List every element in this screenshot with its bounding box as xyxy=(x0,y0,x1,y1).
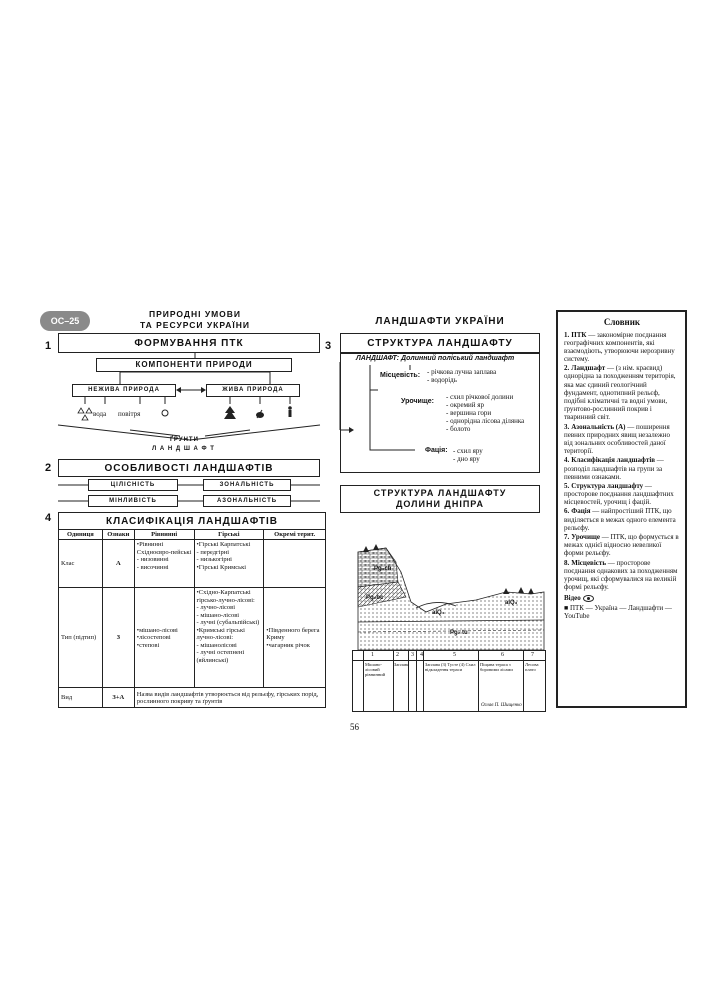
dnipro-title-2: ДОЛИНИ ДНІПРА xyxy=(395,499,485,509)
list-item: - височинні xyxy=(137,564,192,571)
components-label: КОМПОНЕНТИ ПРИРОДИ xyxy=(135,360,253,370)
entry-text: — просторове поєднання ландшафтних місцевостей, урочищ і фацій. xyxy=(564,481,674,507)
table-cell xyxy=(194,588,264,688)
list-item: • Гірські Кримські xyxy=(197,564,262,571)
list-item: • Південного берега Криму xyxy=(266,627,323,642)
entry-text: — ПТК, що формується в межах однієї відносно невеликої форми рельєфу. xyxy=(564,533,679,558)
header-title-1: ПРИРОДНІ УМОВИ xyxy=(148,309,242,319)
feature-variability xyxy=(88,495,178,507)
list-item: - мішанолісові xyxy=(197,642,262,649)
block2-title-text: ОСОБЛИВОСТІ ЛАНДШАФТІВ xyxy=(104,462,274,474)
layer-label: alQ₃ xyxy=(505,600,518,606)
entry-term: Урочище xyxy=(571,533,601,542)
profile-cell: Піщана тераса з боровими лісами xyxy=(480,662,513,673)
glossary-panel xyxy=(556,310,687,708)
tract-list xyxy=(446,393,524,433)
table-header-row xyxy=(59,530,326,540)
list-item: - окремий яр xyxy=(446,401,524,409)
profile-col-number: 7 xyxy=(531,652,534,658)
section-badge xyxy=(40,311,90,331)
profile-header-line xyxy=(353,660,545,661)
glossary-entry xyxy=(564,507,680,532)
table-header: Одиниця xyxy=(59,530,103,540)
table-cell xyxy=(264,540,326,588)
dnipro-title xyxy=(340,485,540,513)
glossary-entry xyxy=(564,533,680,558)
list-item: - низовинні xyxy=(137,556,192,563)
facies-label: Фація: xyxy=(425,447,448,454)
table-header: Окремі терит. xyxy=(264,530,326,540)
feature-azonality-label: АЗОНАЛЬНІСТЬ xyxy=(216,497,278,504)
classification-table xyxy=(58,529,326,708)
item-water: вода xyxy=(93,410,107,418)
block3-title xyxy=(340,333,540,353)
table-cell: З+А xyxy=(102,688,134,708)
entry-number: 8. xyxy=(564,558,570,567)
layer-label: Pg₂ tu xyxy=(450,630,468,636)
profile-divider xyxy=(423,651,424,711)
table-cell xyxy=(134,540,194,588)
entry-term: Місцевість xyxy=(571,558,607,567)
profile-cell: Заплава (3) Тусте (4) Схил відкладення тераси xyxy=(425,662,476,673)
entry-number: 2. xyxy=(564,364,570,373)
header-title-2: ТА РЕСУРСИ УКРАЇНИ xyxy=(139,319,250,330)
profile-divider xyxy=(393,651,394,711)
list-item: • чагарник річок xyxy=(266,642,323,649)
table-row xyxy=(59,688,326,708)
eye-pupil xyxy=(587,597,590,600)
list-item: - лучно-лісові xyxy=(197,604,262,611)
layer-label: Pg₃ch xyxy=(374,566,392,572)
page-header xyxy=(130,309,260,330)
glossary-title: Словник xyxy=(603,317,641,327)
entry-number: 1. xyxy=(564,330,570,339)
entry-number: 3. xyxy=(564,422,570,431)
list-item: - вершина гори xyxy=(446,409,524,417)
table-cell: Тип (підтип) xyxy=(59,588,103,688)
section-title: ЛАНДШАФТИ УКРАЇНИ xyxy=(375,316,505,327)
glossary-entry xyxy=(564,559,680,592)
entry-term: Азональність (А) xyxy=(571,422,626,431)
tract-label: Урочище: xyxy=(401,398,434,405)
table-cell: А xyxy=(102,540,134,588)
list-item: - болото xyxy=(446,425,524,433)
block2-title xyxy=(58,459,320,477)
list-item: - низькогірні xyxy=(197,556,262,563)
table-cell: З xyxy=(102,588,134,688)
page-number: 56 xyxy=(350,722,359,732)
entry-term: Ландшафт xyxy=(571,364,606,373)
feature-integrity xyxy=(88,479,178,491)
entry-text: — просторове поєднання однакових за походженням урочищ, які сформувалися на великій формі рельєфу. xyxy=(564,558,678,592)
entry-number: 4. xyxy=(564,456,570,465)
list-item: • Гірські Карпатські xyxy=(197,541,262,548)
entry-text: — найпростіший ПТК, що виділяється в межах одного елемента рельєфу. xyxy=(564,507,676,532)
soils-label: ҐРУНТИ xyxy=(170,437,199,443)
table-header: Гірські xyxy=(194,530,264,540)
locality-label: Місцевість: xyxy=(380,372,421,379)
list-item: - схил річкової долини xyxy=(446,393,524,401)
table-header: Рівнинні xyxy=(134,530,194,540)
feature-zonality xyxy=(203,479,291,491)
block3-number: 3 xyxy=(325,340,332,352)
profile-col-number: 2 xyxy=(396,652,399,658)
list-item: • мішано-лісові xyxy=(137,627,192,634)
profile-cell: Лесова плато xyxy=(525,662,539,673)
entry-number: 7. xyxy=(564,533,570,542)
glossary-list xyxy=(564,331,680,592)
profile-divider xyxy=(478,651,479,711)
feature-variability-label: МІНЛИВІСТЬ xyxy=(109,497,157,504)
facies-list xyxy=(453,447,483,463)
profile-col-number: 5 xyxy=(453,652,456,658)
list-item: - схил яру xyxy=(453,447,483,455)
entry-number: 6. xyxy=(564,507,570,516)
list-item: - лучні (субальпійські) xyxy=(197,619,262,626)
list-item: • Рівнинні Східноєвро-пейські xyxy=(137,541,192,556)
list-item: • лісостепові xyxy=(137,634,192,641)
list-item: - дно яру xyxy=(453,455,483,463)
glossary-entry xyxy=(564,482,680,507)
feature-zonality-label: ЗОНАЛЬНІСТЬ xyxy=(219,481,275,488)
profile-divider xyxy=(523,651,524,711)
entry-term: Структура ландшафту xyxy=(571,481,644,490)
feature-integrity-label: ЦІЛІСНІСТЬ xyxy=(110,481,156,488)
profile-author: Оглав П. Шищенко xyxy=(481,703,522,708)
profile-divider xyxy=(416,651,417,711)
block1-diagram xyxy=(40,330,330,450)
list-item: - річкова лучна заплава xyxy=(427,368,496,376)
profile-divider xyxy=(363,651,364,711)
profile-col-number: 6 xyxy=(501,652,504,658)
video-label: Відео xyxy=(564,594,581,603)
list-item: • степові xyxy=(137,642,192,649)
entry-text: — розподіл ландшафтів на групи за певними ознаками. xyxy=(564,456,664,481)
list-item: • Кримські гірські лучно-лісові: xyxy=(197,627,262,642)
block2-number: 2 xyxy=(45,462,52,474)
block4-title-text: КЛАСИФІКАЦІЯ ЛАНДШАФТІВ xyxy=(105,515,279,527)
profile-table xyxy=(352,650,546,712)
profile-divider xyxy=(408,651,409,711)
dnipro-title-1: СТРУКТУРА ЛАНДШАФТУ xyxy=(373,488,507,499)
landscape-type: ЛАНДШАФТ: Долинний поліський ландшафт xyxy=(356,355,515,362)
profile-col-number: 1 xyxy=(371,652,374,658)
entry-term: Фація xyxy=(571,507,591,516)
list-item: - лучні остепнені (яйлинські) xyxy=(197,649,262,664)
table-cell: Клас xyxy=(59,540,103,588)
list-item: - однорідна лісова ділянка xyxy=(446,417,524,425)
list-item: - мішано-лісові xyxy=(197,612,262,619)
entry-number: 5. xyxy=(564,481,570,490)
table-row xyxy=(59,588,326,688)
landscape-label: Л А Н Д Ш А Ф Т xyxy=(152,446,215,452)
profile-col-number: 4 xyxy=(420,652,423,658)
living-label: ЖИВА ПРИРОДА xyxy=(222,387,284,394)
list-item: - передгірні xyxy=(197,549,262,556)
profile-cell: Заплава xyxy=(394,662,409,667)
layer-label: Pg₂bc xyxy=(366,595,384,601)
entry-text: — закономірне поєднання географічних компонентів, які взаємодіють, утворюючи нерозривну систему. xyxy=(564,330,675,364)
entry-term: Класифікація ландшафтів xyxy=(571,456,656,465)
block4-title xyxy=(58,512,326,529)
block1-number: 1 xyxy=(45,340,52,352)
table-cell xyxy=(194,540,264,588)
list-item: • Східно-Карпатські гірсько-лучно-лісові: xyxy=(197,589,262,604)
eye-icon xyxy=(583,595,594,602)
table-row xyxy=(59,540,326,588)
item-air: повітря xyxy=(118,410,141,418)
video-section xyxy=(564,594,680,602)
profile-cell: Мішано-лісовий рівнинний xyxy=(365,662,386,678)
layer-label: alQ₄ xyxy=(432,610,445,616)
feature-azonality xyxy=(203,495,291,507)
badge-label: ОС–25 xyxy=(50,316,80,326)
profile-col-number: 3 xyxy=(411,652,414,658)
block3-title-text: СТРУКТУРА ЛАНДШАФТУ xyxy=(367,337,513,349)
list-item: - водорідь xyxy=(427,376,496,384)
glossary-entry xyxy=(564,456,680,481)
nonliving-label: НЕЖИВА ПРИРОДА xyxy=(88,387,160,394)
entry-term: ПТК xyxy=(571,330,587,339)
video-link[interactable]: ■ ПТК — Україна — Ландшафти — YouTube xyxy=(564,603,672,620)
block4-number: 4 xyxy=(45,512,52,524)
table-cell: Назва видів ландшафтів утворюється від рельєфу, гірських порід, рослинного покриву та ґрунтів xyxy=(134,688,325,708)
table-cell: Вид xyxy=(59,688,103,708)
entry-text: — поширення певних природних явищ незалежно від зональних особливостей даної території. xyxy=(564,422,670,456)
glossary-entry xyxy=(564,364,680,421)
glossary-entry xyxy=(564,331,680,364)
block1-title-text: ФОРМУВАННЯ ПТК xyxy=(134,337,244,349)
locality-list xyxy=(427,368,496,384)
table-cell xyxy=(134,588,194,688)
table-header: Ознаки xyxy=(102,530,134,540)
table-cell xyxy=(264,588,326,688)
glossary-entry xyxy=(564,423,680,456)
entry-text: — (з нім. краєвид) однорідна за походженням територія, яка має єдиний геологічний фундамент, однотипний рельєф, подібні кліматичні та водні умови, ґрунтово-рослинний покрив і тваринний світ. xyxy=(564,364,676,422)
